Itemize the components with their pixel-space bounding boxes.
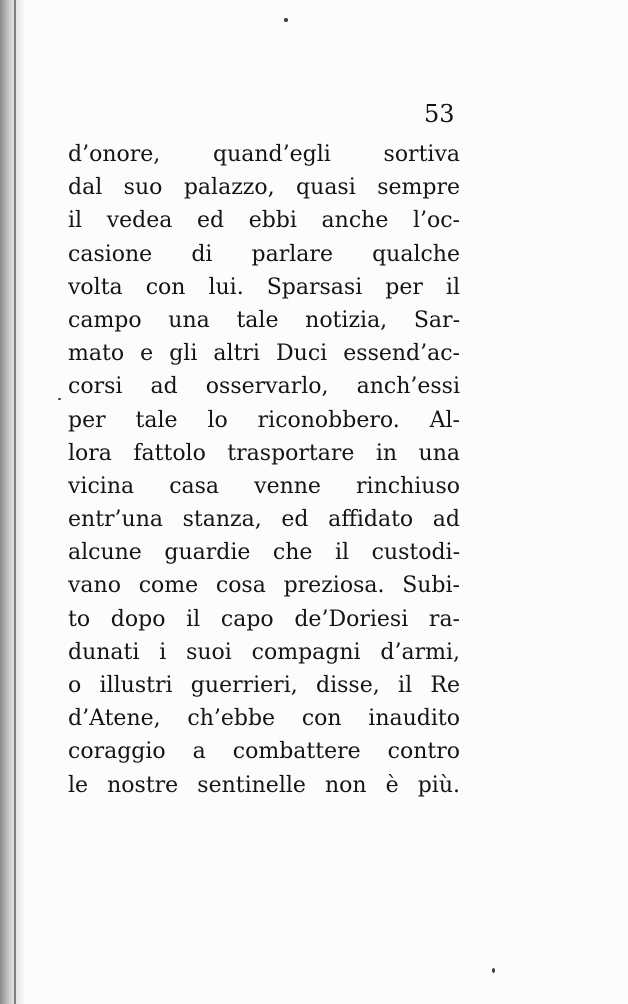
text-line: campo una tale notizia, Sar- [68, 307, 460, 333]
text-line: per tale lo riconobbero. Al- [68, 407, 460, 433]
text-line: to dopo il capo de’Doriesi ra- [68, 606, 460, 632]
text-line: lora fattolo trasportare in una [68, 440, 460, 466]
text-line: vano come cosa preziosa. Subi- [68, 573, 460, 599]
text-line: alcune guardie che il custodi- [68, 540, 460, 566]
text-line: o illustri guerrieri, disse, il Re [68, 673, 460, 698]
text-line: d’Atene, ch’ebbe con inaudito [68, 706, 460, 732]
text-line: coraggio a combattere contro [68, 739, 460, 765]
paper-speck [58, 398, 61, 400]
text-line: il vedea ed ebbi anche l’oc- [68, 208, 460, 234]
text-line: entr’una stanza, ed affidato ad [68, 507, 460, 533]
text-line: dunati i suoi compagni d’armi, [68, 639, 460, 665]
binding-fold-line [14, 0, 16, 1004]
text-line: dal suo palazzo, quasi sempre [68, 175, 460, 201]
text-line: vicina casa venne rinchiuso [68, 473, 460, 499]
text-line: corsi ad osservarlo, anch’essi [68, 374, 460, 400]
text-line: le nostre sentinelle non è più. [68, 772, 460, 798]
text-line: mato e gli altri Duci essend’ac- [68, 341, 460, 367]
page-number: 53 [424, 100, 455, 128]
paper-speck [284, 18, 288, 22]
text-line: casione di parlare qualche [68, 241, 460, 267]
paper-speck [492, 968, 495, 973]
page-binding-edge [0, 0, 26, 1004]
body-text [68, 138, 460, 802]
text-line: d’onore, quand’egli sortiva [68, 142, 460, 167]
text-line: volta con lui. Sparsasi per il [68, 274, 460, 300]
